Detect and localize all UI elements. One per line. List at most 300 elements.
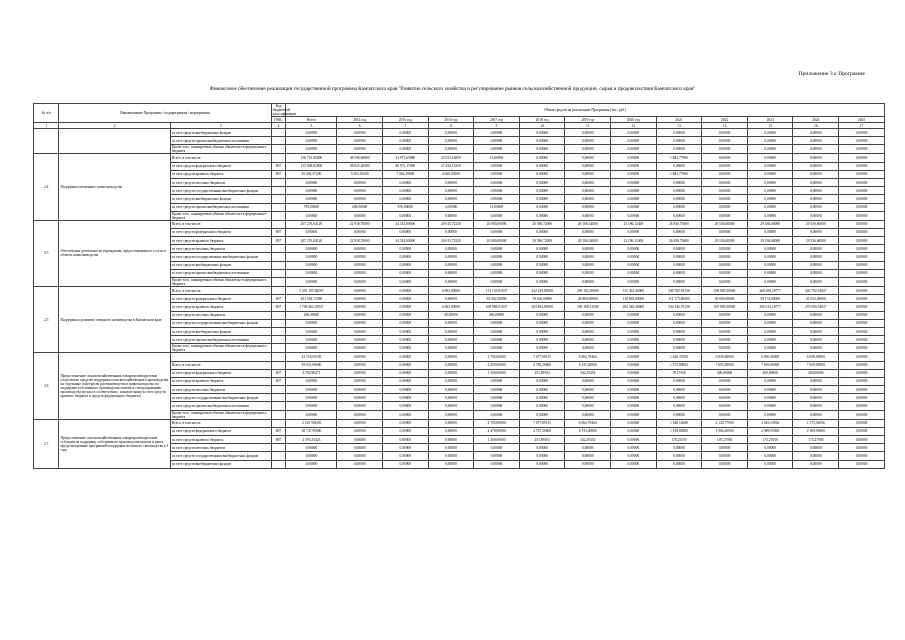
- amount-cell: 0,00000: [286, 228, 337, 236]
- amount-cell: 0,00000: [839, 145, 885, 154]
- amount-cell: 200 314,18777: [747, 303, 793, 311]
- amount-cell: 7 077,09115: [519, 419, 565, 427]
- amount-cell: 135 948,82000: [286, 162, 337, 170]
- amount-cell: 0,00000: [747, 228, 793, 236]
- amount-cell: 1 359,85000: [656, 427, 702, 435]
- amount-cell: 1 882,77000: [656, 154, 702, 162]
- amount-cell: 0,00000: [383, 278, 429, 287]
- amount-cell: 0,00000: [839, 287, 885, 295]
- amount-cell: 0,00000: [702, 187, 748, 195]
- amount-cell: 0,00000: [839, 203, 885, 211]
- grbs-code: 807: [271, 377, 286, 385]
- amount-cell: 0,00000: [747, 410, 793, 419]
- amount-cell: 0,00000: [286, 410, 337, 419]
- amount-cell: 0,00000: [383, 303, 429, 311]
- amount-cell: 0,00000: [428, 129, 474, 137]
- amount-cell: 781,00000: [286, 203, 337, 211]
- amount-cell: 0,00000: [611, 269, 657, 277]
- amount-cell: -6,00000: [428, 203, 474, 211]
- amount-cell: 0,00000: [611, 427, 657, 435]
- amount-cell: 0,00000: [747, 211, 793, 220]
- amount-cell: 0,00000: [702, 137, 748, 145]
- header-year: 2023: [747, 117, 793, 123]
- amount-cell: 0,00000: [793, 278, 839, 287]
- amount-cell: 0,00000: [428, 137, 474, 145]
- amount-cell: 1 709 462,35927: [286, 303, 337, 311]
- amount-cell: 0,00000: [286, 211, 337, 220]
- amount-cell: 0,00000: [337, 187, 383, 195]
- amount-cell: 0,00000: [519, 386, 565, 394]
- amount-cell: 20 106,34000: [565, 220, 611, 228]
- amount-cell: 29 536,60000: [793, 220, 839, 228]
- grbs-code: [271, 253, 286, 261]
- amount-cell: 20 615,72320: [428, 220, 474, 228]
- column-number: 16: [793, 123, 839, 129]
- amount-cell: 0,00000: [519, 137, 565, 145]
- amount-cell: 0,00000: [519, 344, 565, 353]
- amount-cell: 0,00000: [839, 220, 885, 228]
- amount-cell: 0,00000: [383, 361, 429, 369]
- amount-cell: 0,00000: [428, 178, 474, 186]
- amount-cell: 0,00000: [337, 386, 383, 394]
- amount-cell: 0,00000: [383, 245, 429, 253]
- amount-cell: 0,00000: [474, 278, 520, 287]
- amount-cell: 0,00000: [793, 460, 839, 468]
- amount-cell: 0,00000: [793, 245, 839, 253]
- funding-source-label: за счет средств государственных внебюджетных фондов: [170, 253, 271, 261]
- amount-cell: 0,00000: [702, 460, 748, 468]
- amount-cell: 6 003,00000: [428, 303, 474, 311]
- amount-cell: 0,00000: [428, 369, 474, 377]
- amount-cell: 0,00000: [337, 287, 383, 295]
- amount-cell: 0,00000: [656, 245, 702, 253]
- column-number: 2: [59, 123, 170, 129]
- amount-cell: 0,00000: [747, 386, 793, 394]
- amount-cell: 0,00000: [428, 319, 474, 327]
- amount-cell: 0,00000: [611, 253, 657, 261]
- amount-cell: 0,00000: [702, 269, 748, 277]
- amount-cell: 0,00000: [611, 170, 657, 178]
- amount-cell: 0,00000: [337, 336, 383, 344]
- header-year: 2014 год: [337, 117, 383, 123]
- amount-cell: 172 135,81037: [474, 287, 520, 295]
- grbs-code: 807: [271, 170, 286, 178]
- column-number: 4: [271, 123, 286, 129]
- amount-cell: 0,00000: [428, 386, 474, 394]
- table-row: [34, 154, 885, 162]
- header-kbk: Код бюджетной классификации: [272, 104, 297, 116]
- amount-cell: 0,00000: [565, 402, 611, 410]
- amount-cell: 2 389,95000: [747, 427, 793, 435]
- column-number: 10: [519, 123, 565, 129]
- amount-cell: 0,00000: [337, 327, 383, 335]
- funding-source-label: [170, 353, 271, 361]
- grbs-code: [271, 444, 286, 452]
- amount-cell: 0,00000: [793, 203, 839, 211]
- amount-cell: 7 659,00000: [793, 361, 839, 369]
- column-number: 8: [428, 123, 474, 129]
- amount-cell: 0,00000: [747, 444, 793, 452]
- amount-cell: 0,00000: [611, 410, 657, 419]
- amount-cell: 0,00000: [428, 278, 474, 287]
- amount-cell: 0,00000: [611, 361, 657, 369]
- measure-name: Поддержка и развитие северного оленеводства в Камчатском крае: [59, 287, 170, 353]
- amount-cell: 0,00000: [747, 319, 793, 327]
- amount-cell: 0,00000: [839, 353, 885, 361]
- amount-cell: 0,00000: [611, 377, 657, 385]
- amount-cell: 0,00000: [565, 344, 611, 353]
- amount-cell: 0,00000: [656, 187, 702, 195]
- amount-cell: 0,00000: [656, 137, 702, 145]
- amount-cell: 0,00000: [793, 452, 839, 460]
- amount-cell: 0,00000: [839, 444, 885, 452]
- amount-cell: 0,00000: [428, 344, 474, 353]
- amount-cell: 0,00000: [702, 253, 748, 261]
- amount-cell: 0,00000: [337, 178, 383, 186]
- amount-cell: 0,00000: [839, 344, 885, 353]
- amount-cell: 0,00000: [793, 162, 839, 170]
- amount-cell: 0,00000: [428, 427, 474, 435]
- amount-cell: 13,00000: [474, 154, 520, 162]
- funding-source-label: за счет средств прочих внебюджетных источников: [170, 269, 271, 277]
- amount-cell: 3 792,96471: [286, 369, 337, 377]
- amount-cell: 0,00000: [428, 460, 474, 468]
- header-year: 2022: [702, 117, 748, 123]
- amount-cell: 0,00000: [656, 178, 702, 186]
- amount-cell: 0,00000: [611, 278, 657, 287]
- amount-cell: 0,00000: [747, 137, 793, 145]
- header-year: 2024: [793, 117, 839, 123]
- amount-cell: 0,00000: [383, 369, 429, 377]
- document-title: Финансовое обеспечение реализации государственной программы Камчатского края "Развитие сельского хозяйства и регулирование рынков сельскохозяйственной продукции, сырья и продовольствия Камчатского края": [209, 86, 696, 92]
- amount-cell: 0,00000: [428, 211, 474, 220]
- amount-cell: 0,00000: [793, 253, 839, 261]
- amount-cell: 0,00000: [611, 228, 657, 236]
- amount-cell: 0,00000: [428, 361, 474, 369]
- amount-cell: 0,00000: [428, 444, 474, 452]
- amount-cell: 0,00000: [519, 129, 565, 137]
- amount-cell: 0,00000: [839, 377, 885, 385]
- amount-cell: 1 548,14060: [656, 419, 702, 427]
- amount-cell: 0,00000: [428, 253, 474, 261]
- column-number: 14: [702, 123, 748, 129]
- amount-cell: 1 300,00000: [474, 369, 520, 377]
- amount-cell: 0,00000: [337, 311, 383, 319]
- funding-source-label: Кроме того, планируемые объемы обязательств федерального бюджета: [170, 410, 271, 419]
- amount-cell: 2 593,33423: [286, 436, 337, 444]
- amount-cell: 0,00000: [747, 253, 793, 261]
- amount-cell: 0,00000: [611, 327, 657, 335]
- funding-source-label: Кроме того, планируемые объемы обязательств федерального бюджета: [170, 145, 271, 154]
- grbs-code: [271, 211, 286, 220]
- amount-cell: 0,00000: [474, 170, 520, 178]
- column-number: 17: [839, 123, 885, 129]
- amount-cell: 260 208,18777: [747, 287, 793, 295]
- finance-table: [33, 103, 885, 469]
- amount-cell: 0,00000: [337, 211, 383, 220]
- amount-cell: 0,00000: [286, 336, 337, 344]
- amount-cell: 0,00000: [793, 269, 839, 277]
- amount-cell: 0,00000: [519, 452, 565, 460]
- amount-cell: 0,00000: [565, 327, 611, 335]
- column-number: 6: [337, 123, 383, 129]
- amount-cell: 0,00000: [428, 195, 474, 203]
- header-grbs: ГРБС: [271, 117, 286, 123]
- amount-cell: 267 276,04120: [286, 237, 337, 245]
- grbs-code: [271, 319, 286, 327]
- amount-cell: 0,00000: [286, 195, 337, 203]
- amount-cell: 0,00000: [428, 353, 474, 361]
- amount-cell: 23 196,12400: [611, 220, 657, 228]
- amount-cell: 0,00000: [656, 452, 702, 460]
- amount-cell: 26 830,70400: [656, 220, 702, 228]
- amount-cell: 0,00000: [474, 410, 520, 419]
- amount-cell: 251,89103: [519, 436, 565, 444]
- amount-cell: 0,00000: [286, 319, 337, 327]
- amount-cell: 0,00000: [337, 444, 383, 452]
- amount-cell: 0,00000: [519, 261, 565, 269]
- amount-cell: 0,00000: [839, 211, 885, 220]
- amount-cell: 0,00000: [702, 129, 748, 137]
- amount-cell: 0,00000: [383, 287, 429, 295]
- amount-cell: 0,00000: [565, 410, 611, 419]
- amount-cell: 0,00000: [747, 460, 793, 468]
- grbs-code: [271, 394, 286, 402]
- amount-cell: 0,00000: [656, 211, 702, 220]
- amount-cell: 0,00000: [611, 394, 657, 402]
- amount-cell: 0,00000: [656, 386, 702, 394]
- amount-cell: 0,00000: [565, 228, 611, 236]
- header-no: № п/п: [34, 104, 59, 123]
- funding-source-label: за счет средств местных бюджетов: [170, 311, 271, 319]
- amount-cell: 0,00000: [286, 245, 337, 253]
- measure-name: Предоставление сельскохозяйственным товаропроизводителям (получатели средств) поддержки сельскохозяйственного производства на отдельные подотрасли растениеводства и животноводства по поддержке собственного производства молока и стимулированию производства молока в соответствии с показателями (за счет средств краевого бюджета и средств федерального бюджета): [59, 353, 170, 419]
- amount-cell: 0,00000: [839, 336, 885, 344]
- amount-cell: 0,00000: [839, 394, 885, 402]
- amount-cell: 0,00000: [747, 162, 793, 170]
- amount-cell: 0,00000: [702, 386, 748, 394]
- amount-cell: 0,00000: [286, 444, 337, 452]
- amount-cell: 0,00000: [337, 452, 383, 460]
- amount-cell: 2 175,92956: [793, 419, 839, 427]
- amount-cell: 0,00000: [519, 402, 565, 410]
- amount-cell: 249 192,30000: [565, 287, 611, 295]
- amount-cell: 0,00000: [839, 410, 885, 419]
- amount-cell: 0,00000: [428, 145, 474, 154]
- amount-cell: 0,00000: [286, 129, 337, 137]
- amount-cell: 0,00000: [611, 419, 657, 427]
- amount-cell: 0,00000: [337, 269, 383, 277]
- amount-cell: 0,00000: [474, 336, 520, 344]
- amount-cell: 0,00000: [747, 327, 793, 335]
- amount-cell: 0,00000: [428, 402, 474, 410]
- amount-cell: 156 731,00000: [286, 154, 337, 162]
- header-year: 2025: [839, 117, 885, 123]
- amount-cell: 0,00000: [565, 278, 611, 287]
- amount-cell: 29 536,60000: [702, 237, 748, 245]
- header-volume: Объем средств на реализацию Программы (тыс. руб.): [286, 104, 885, 117]
- table-row: [34, 287, 885, 295]
- amount-cell: 0,00000: [286, 402, 337, 410]
- amount-cell: 0,00000: [793, 410, 839, 419]
- amount-cell: 0,00000: [793, 336, 839, 344]
- amount-cell: 0,00000: [611, 187, 657, 195]
- amount-cell: 63 002,30000: [474, 295, 520, 303]
- amount-cell: 0,00000: [747, 377, 793, 385]
- amount-cell: 0,00000: [286, 253, 337, 261]
- amount-cell: 0,00000: [702, 245, 748, 253]
- amount-cell: 169 188,31000: [565, 303, 611, 311]
- amount-cell: 1 073,89062: [656, 361, 702, 369]
- amount-cell: 0,00000: [383, 187, 429, 195]
- amount-cell: 0,00000: [383, 353, 429, 361]
- funding-source-label: за счет средств краевого бюджета: [170, 377, 271, 385]
- amount-cell: 349 765,03138: [656, 287, 702, 295]
- amount-cell: 1 446,37050: [656, 353, 702, 361]
- amount-cell: 0,00000: [337, 129, 383, 137]
- amount-cell: 0,00000: [428, 245, 474, 253]
- amount-cell: 0,00000: [286, 460, 337, 468]
- amount-cell: 0,00000: [428, 228, 474, 236]
- column-number: 1: [34, 123, 59, 129]
- amount-cell: 0,00000: [519, 228, 565, 236]
- amount-cell: 0,00000: [839, 261, 885, 269]
- amount-cell: 0,00000: [286, 452, 337, 460]
- column-number: 11: [565, 123, 611, 129]
- amount-cell: 0,00000: [611, 178, 657, 186]
- measure-name: Предоставление сельскохозяйственным товаропроизводителям субсидии на поддержку собственного производства молока и ранее предусмотренные программой поддержки молочного скотоводства в 1 году: [59, 419, 170, 468]
- column-number: 9: [474, 123, 520, 129]
- amount-cell: 0,00000: [565, 319, 611, 327]
- amount-cell: 0,00000: [428, 419, 474, 427]
- amount-cell: 0,00000: [747, 336, 793, 344]
- amount-cell: 40,00000: [428, 311, 474, 319]
- amount-cell: 29 536,60000: [747, 237, 793, 245]
- amount-cell: 0,00000: [428, 261, 474, 269]
- amount-cell: 204 446,40000: [611, 303, 657, 311]
- amount-cell: 0,00000: [383, 377, 429, 385]
- amount-cell: 0,00000: [656, 195, 702, 203]
- grbs-code: 807: [271, 427, 286, 435]
- grbs-code: [271, 261, 286, 269]
- amount-cell: 0,00000: [747, 394, 793, 402]
- amount-cell: 59 174,00000: [747, 295, 793, 303]
- amount-cell: 0,00000: [565, 154, 611, 162]
- amount-cell: 0,00000: [337, 261, 383, 269]
- amount-cell: 0,00000: [747, 278, 793, 287]
- amount-cell: 0,00000: [565, 195, 611, 203]
- amount-cell: 0,00000: [474, 377, 520, 385]
- amount-cell: 0,00000: [839, 245, 885, 253]
- amount-cell: 0,00000: [519, 336, 565, 344]
- amount-cell: 0,00000: [747, 402, 793, 410]
- amount-cell: 0,00000: [611, 129, 657, 137]
- amount-cell: 0,00000: [747, 178, 793, 186]
- grbs-code: [271, 178, 286, 186]
- amount-cell: 0,00000: [337, 419, 383, 427]
- amount-cell: 9 302,03200: [337, 170, 383, 178]
- row-number: 2.6: [34, 353, 59, 419]
- amount-cell: 0,00000: [565, 145, 611, 154]
- amount-cell: 0,00000: [474, 137, 520, 145]
- amount-cell: 0,00000: [839, 170, 885, 178]
- amount-cell: 23 196,12400: [611, 237, 657, 245]
- amount-cell: 0,00000: [428, 187, 474, 195]
- amount-cell: 0,00000: [565, 452, 611, 460]
- amount-cell: 0,00000: [839, 311, 885, 319]
- amount-cell: 6 962,79464: [565, 353, 611, 361]
- amount-cell: 0,00000: [839, 228, 885, 236]
- grbs-code: [271, 452, 286, 460]
- grbs-code: [271, 269, 286, 277]
- amount-cell: 0,00000: [428, 336, 474, 344]
- amount-cell: 0,00000: [519, 278, 565, 287]
- amount-cell: 2 129 504,08: [286, 419, 337, 427]
- amount-cell: 0,00000: [839, 129, 885, 137]
- amount-cell: 0,00000: [793, 386, 839, 394]
- amount-cell: 20 396,72000: [519, 220, 565, 228]
- amount-cell: 0,00000: [839, 436, 885, 444]
- amount-cell: 26 830,70400: [656, 237, 702, 245]
- amount-cell: 20 106,34000: [565, 237, 611, 245]
- grbs-code: [271, 402, 286, 410]
- column-number: 12: [611, 123, 657, 129]
- amount-cell: 0,00000: [839, 237, 885, 245]
- amount-cell: 0,00000: [565, 170, 611, 178]
- amount-cell: 0,00000: [702, 211, 748, 220]
- amount-cell: 0,00000: [337, 319, 383, 327]
- amount-cell: 0,00000: [565, 269, 611, 277]
- amount-cell: 0,00000: [656, 394, 702, 402]
- amount-cell: 0,00000: [383, 386, 429, 394]
- appendix-label: Приложение 3 к Программе: [798, 71, 865, 77]
- amount-cell: 2 565,53936: [747, 419, 793, 427]
- amount-cell: 0,00000: [383, 444, 429, 452]
- amount-cell: 6 050,00000: [747, 353, 793, 361]
- amount-cell: 0,00000: [383, 460, 429, 468]
- grbs-code: 807: [271, 228, 286, 236]
- amount-cell: 0,00000: [383, 436, 429, 444]
- grbs-code: [271, 203, 286, 211]
- grbs-code: [271, 287, 286, 295]
- amount-cell: 0,00000: [474, 460, 520, 468]
- amount-cell: 0,00000: [793, 344, 839, 353]
- amount-cell: 0,00000: [565, 394, 611, 402]
- column-number: 3: [170, 123, 271, 129]
- amount-cell: 451 502,72380: [286, 295, 337, 303]
- amount-cell: 0,00000: [286, 327, 337, 335]
- amount-cell: 0,00000: [702, 311, 748, 319]
- funding-source-label: за счет средств государственных внебюджетных фондов: [170, 319, 271, 327]
- amount-cell: 0,00000: [611, 353, 657, 361]
- amount-cell: 4 785,20000: [519, 361, 565, 369]
- funding-source-label: за счет средств государственных внебюджетных фондов: [170, 187, 271, 195]
- amount-cell: 0,00000: [611, 436, 657, 444]
- amount-cell: 0,00000: [474, 178, 520, 186]
- amount-cell: 20 002,57200: [286, 170, 337, 178]
- amount-cell: 0,00000: [474, 344, 520, 353]
- amount-cell: 0,00000: [383, 145, 429, 154]
- amount-cell: 0,00000: [611, 452, 657, 460]
- amount-cell: 0,00000: [383, 402, 429, 410]
- grbs-code: [271, 419, 286, 427]
- amount-cell: 0,00000: [428, 377, 474, 385]
- amount-cell: 0,00000: [839, 195, 885, 203]
- amount-cell: 0,00000: [747, 154, 793, 162]
- amount-cell: 32 053,16850: [428, 154, 474, 162]
- amount-cell: 0,00000: [337, 402, 383, 410]
- grbs-code: 807: [271, 436, 286, 444]
